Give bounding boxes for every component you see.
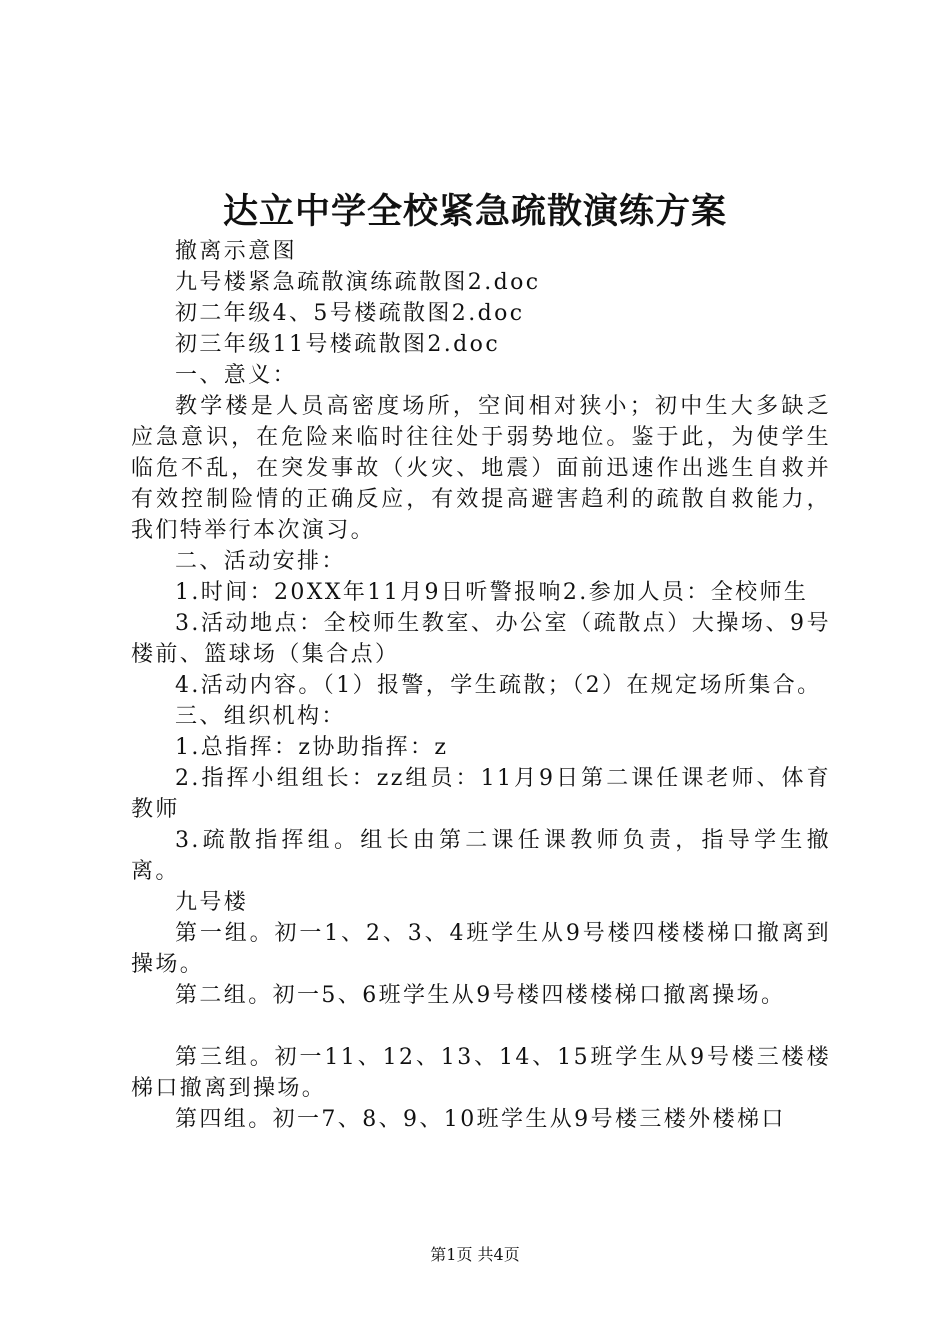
- section-heading: 三、组织机构：: [175, 704, 346, 729]
- paragraph: 第四组。初一7、8、9、10班学生从9号楼三楼外楼梯口: [175, 1107, 786, 1132]
- paragraph: 2.指挥小组组长：zz组员：11月9日第二课任课老师、体育教师: [131, 766, 831, 822]
- paragraph: 3.活动地点：全校师生教室、办公室（疏散点）大操场、9号楼前、篮球场（集合点）: [131, 611, 831, 667]
- page-footer: 第1页 共4页: [430, 1245, 520, 1264]
- paragraph: 第一组。初一1、2、3、4班学生从9号楼四楼楼梯口撤离到操场。: [131, 921, 831, 977]
- document-body: [131, 236, 831, 1135]
- paragraph: 1.时间：20XX年11月9日听警报响2.参加人员：全校师生: [175, 580, 809, 605]
- document-title: 达立中学全校紧急疏散演练方案: [222, 192, 727, 232]
- paragraph: 撤离示意图: [175, 239, 298, 264]
- paragraph: 教学楼是人员高密度场所，空间相对狭小；初中生大多缺乏应急意识，在危险来临时往往处于弱势地位。鉴于此，为使学生临危不乱，在突发事故（火灾、地震）面前迅速作出逃生自救并有效控制险情的正确反应，有效提高避害趋利的疏散自救能力，我们特举行本次演习。: [131, 394, 831, 543]
- section-heading: 一、意义：: [175, 363, 298, 388]
- paragraph: 第二组。初一5、6班学生从9号楼四楼楼梯口撤离操场。: [175, 983, 786, 1008]
- paragraph: 3.疏散指挥组。组长由第二课任课教师负责，指导学生撤离。: [131, 828, 831, 884]
- paragraph: 初三年级11号楼疏散图2.doc: [175, 332, 501, 357]
- paragraph: 第三组。初一11、12、13、14、15班学生从9号楼三楼楼梯口撤离到操场。: [131, 1045, 831, 1101]
- paragraph: 九号楼紧急疏散演练疏散图2.doc: [175, 270, 541, 295]
- paragraph: 九号楼: [175, 890, 249, 915]
- section-heading: 二、活动安排：: [175, 549, 346, 574]
- blank-line: [131, 1011, 831, 1042]
- paragraph: 初二年级4、5号楼疏散图2.doc: [175, 301, 525, 326]
- paragraph: 1.总指挥：z协助指挥：z: [175, 735, 449, 760]
- paragraph: 4.活动内容。（1）报警，学生疏散；（2）在规定场所集合。: [175, 673, 822, 698]
